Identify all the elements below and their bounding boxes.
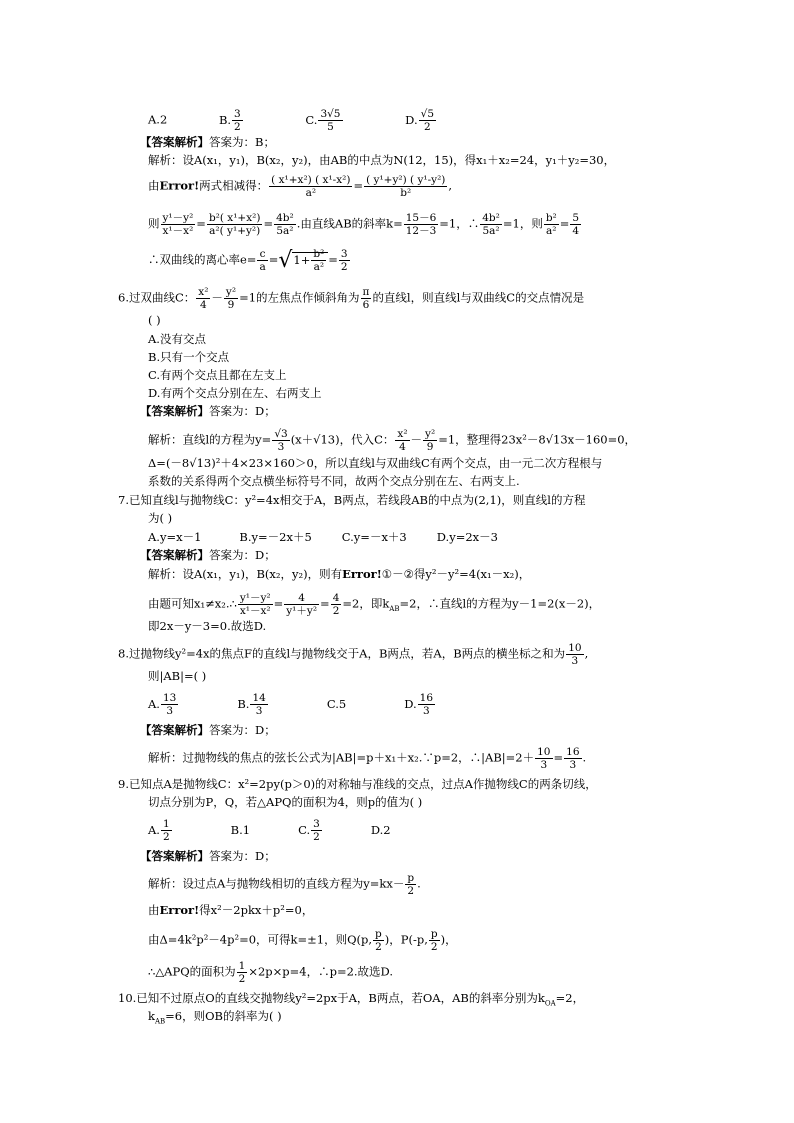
q10-stem: 10.已知不过原点O的直线交抛物线y²=2px于A，B两点，若OA，AB的斜率分别为$k_{OA}=2$， [118,991,585,1008]
q8-analysis-line-1: 解析：过抛物线的焦点的弦长公式为|AB|=p＋x₁＋x₂.∵p=2，∴|AB|=2＋ $\frac{10}{3}$ = $\frac{16}{3}$ . [148,746,587,771]
q8-stem-2: 则|AB|=( ) [148,669,207,683]
q9-options [148,818,391,843]
answer-label: 【答案解析】 [140,404,209,418]
q7-stem-2: 为( ) [148,511,173,525]
q6-answer: 【答案解析】答案为：D； [140,404,276,418]
q9-option-d: D.2 [370,822,391,837]
q5-option-b: B. $\frac{3}{2}$ [218,108,241,133]
q9-analysis-line-4: ∴△APQ的面积为 $\frac{1}{2}$ ×2p×p=4，∴p=2.故选D. [148,960,394,985]
q5-option-c: C. $\frac{3√5}{5}$ [305,108,341,133]
answer-label: 【答案解析】 [140,723,209,737]
q5-analysis-line-3: 则 $\frac{\text{y¹－y²}}{\text{x¹－x²}}$ = $\frac{\text{b²( x¹+x²)}}{\text{a²( y¹+y²)}}$ = $\frac{\text{4b²}}{\text{5a²}}$ .由直线AB的斜率k= $\frac{15-6}{12-3}$ =1，∴ $\frac{\text{4b²}}{\text{5a²}}$ =1，则 $\frac{\text{b²}}{\text{a²}}$ = $\frac{5}{4}$ [148,212,580,237]
q8-option-c: C.5 [326,696,347,711]
q7-stem: 7.已知直线l与抛物线C：y²=4x相交于A，B两点，若线段AB的中点为(2,1)，则直线l的方程 [118,493,586,507]
q9-answer: 【答案解析】答案为：D； [140,849,276,863]
q7-analysis-line-1: 解析：设A(x₁，y₁)，B(x₂，y₂)，则有Error!①－②得y²－y²=4(x₁－x₂)， [148,567,531,581]
q5-answer: 【答案解析】答案为：B； [140,135,275,149]
q7-option-b: B.y=－2x＋5 [239,530,312,544]
q6-option-c: C.有两个交点且都在左支上 [148,368,287,382]
q8-option-b: B. $\frac{14}{3}$ [237,692,266,717]
q7-option-d: D.y=2x－3 [436,530,498,544]
q6-option-a: A.没有交点 [148,332,206,346]
q6-analysis-line-3: 系数的关系得两个交点横坐标符号不同，故两个交点分别在左、右两支上. [148,474,520,488]
q7-option-a: A.y=x－1 [148,530,202,544]
q7-option-c: C.y=－x＋3 [341,530,407,544]
error-text: Error! [159,178,200,193]
answer-label: 【答案解析】 [140,135,209,149]
q8-options [148,692,436,717]
q8-option-d: D. $\frac{16}{3}$ [404,692,434,717]
error-text: Error! [342,567,382,581]
q5-analysis-line-1: 解析：设A(x₁，y₁)，B(x₂，y₂)，由AB的中点为N(12，15)，得x₁＋x₂=24，y₁＋y₂=30， [148,153,616,167]
q5-options [148,108,437,133]
q9-analysis-line-2: 由Error!得x²－2pkx＋p²=0， [148,903,314,917]
q8-stem: 8.过抛物线y²=4x的焦点F的直线l与抛物线交于A，B两点，若A，B两点的横坐标之和为 $\frac{10}{3}$ , [118,642,589,667]
answer-label: 【答案解析】 [140,548,209,562]
q10-stem-2: $k_{AB}=6$，则OB的斜率为( ) [148,1009,282,1026]
q5-option-d: D. $\frac{√5}{2}$ [405,108,434,133]
q9-option-b: B.1 [230,822,251,837]
answer-label: 【答案解析】 [140,849,209,863]
q6-analysis-line-1: 解析：直线l的方程为y= $\frac{√3}{3}$ (x＋√13)，代入C： $\frac{\text{x²}}{4}$ － $\frac{\text{y²}}{9}$ =1，整理得23x²－8√13x－160=0， [148,428,637,453]
q6-paren: ( ) [148,313,161,327]
q9-analysis-line-3: 由Δ=4k²p²－4p²=0，可得k=±1，则Q(p, $\frac{p}{2}$ )，P(-p, $\frac{p}{2}$ )， [148,928,457,953]
q5-analysis-line-4: ∴双曲线的离心率e= $\frac{c}{a}$ =√1+ $\frac{\text{b²}}{\text{a²}}$ = $\frac{3}{2}$ [148,247,348,273]
q9-option-c: C. $\frac{3}{2}$ [298,818,320,843]
q6-option-d: D.有两个交点分别在左、右两支上 [148,386,322,400]
q7-options [148,529,498,545]
q7-analysis-line-2: 由题可知x₁≠x₂.∴ $\frac{\text{y¹－y²}}{\text{x¹－x²}}$ = $\frac{4}{\text{y¹＋y²}}$ = $\frac{4}{2}$ =2，即$k_{AB}=2$，∴直线l的方程为y－1=2(x－2)， [148,592,601,617]
q7-answer: 【答案解析】答案为：D； [140,548,276,562]
q7-analysis-line-3: 即2x－y－3=0.故选D. [148,619,267,633]
q6-option-b: B.只有一个交点 [148,350,230,364]
q6-stem: 6.过双曲线C： $\frac{\text{x²}}{4}$ － $\frac{\text{y²}}{9}$ =1的左焦点作倾斜角为 $\frac{\pi}{6}$ 的直线l，则直线l与双曲线C的交点情况是 [118,286,585,311]
q9-option-a: A. $\frac{1}{2}$ [148,818,170,843]
sqrt-sign: √ [278,247,293,273]
q6-analysis-line-2: Δ=(－8√13)²＋4×23×160＞0，所以直线l与双曲线C有两个交点，由一元二次方程根与 [148,456,603,470]
q8-option-a: A. $\frac{13}{3}$ [148,692,177,717]
q5-option-a: A.2 [148,112,168,127]
q9-analysis-line-1: 解析：设过点A与抛物线相切的直线方程为y=kx－ $\frac{p}{2}$ . [148,872,421,897]
q8-answer: 【答案解析】答案为：D； [140,723,276,737]
q9-stem: 9.已知点A是抛物线C：x²=2py(p＞0)的对称轴与准线的交点，过点A作抛物线C的两条切线， [118,777,597,791]
q9-stem-2: 切点分别为P，Q，若△APQ的面积为4，则p的值为( ) [148,795,423,809]
error-text: Error! [159,903,200,917]
q5-analysis-line-2: 由Error!两式相减得： $\frac{\text{( x¹+x²) ( x¹-x²)}}{\text{a²}}$ = $\frac{\text{( y¹+y²) ( y¹-y²)}}{\text{b²}}$ , [148,174,453,199]
